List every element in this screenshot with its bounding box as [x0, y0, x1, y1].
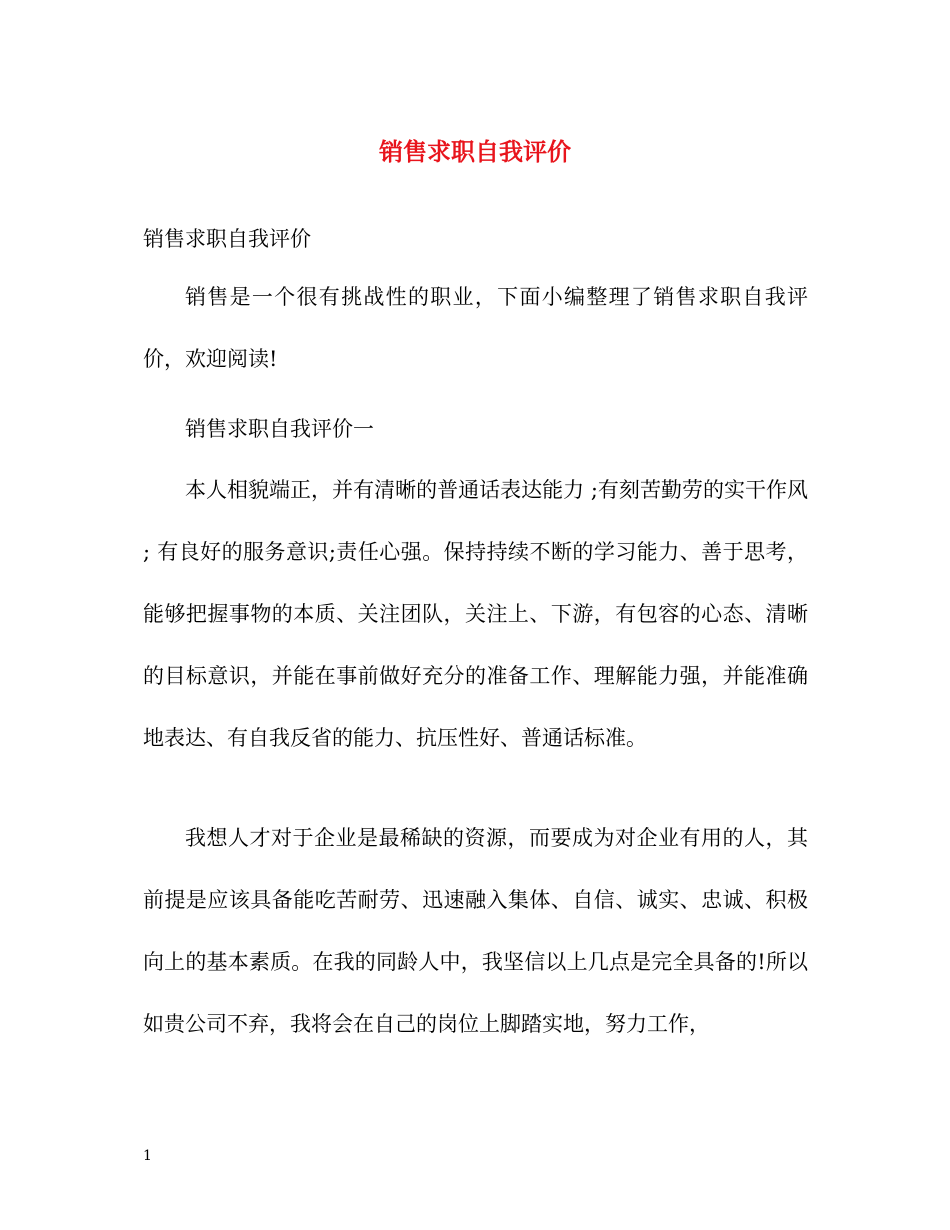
page-number: 1	[143, 1148, 152, 1164]
section-heading: 销售求职自我评价	[143, 227, 311, 251]
body-paragraph-2: 我想人才对于企业是最稀缺的资源，而要成为对企业有用的人，其前提是应该具备能吃苦耐劳、迅速融入集体、自信、诚实、忠诚、积极向上的基本素质。在我的同龄人中，我坚信以上几点是完全具备的!所以如贵公司不弃，我将会在自己的岗位上脚踏实地，努力工作，	[143, 826, 808, 1036]
intro-paragraph: 销售是一个很有挑战性的职业，下面小编整理了销售求职自我评价，欢迎阅读!	[143, 285, 808, 371]
subsection-heading: 销售求职自我评价一	[185, 417, 374, 441]
body-paragraph-1: 本人相貌端正，并有清晰的普通话表达能力 ;有刻苦勤劳的实干作风 ; 有良好的服务意识;责任心强。保持持续不断的学习能力、善于思考，能够把握事物的本质、关注团队，关注上、下游，有包容的心态、清晰的目标意识，并能在事前做好充分的准备工作、理解能力强，并能准确地表达、有自我反省的能力、抗压性好、普通话标准。	[143, 478, 808, 750]
document-title: 销售求职自我评价	[379, 137, 571, 166]
